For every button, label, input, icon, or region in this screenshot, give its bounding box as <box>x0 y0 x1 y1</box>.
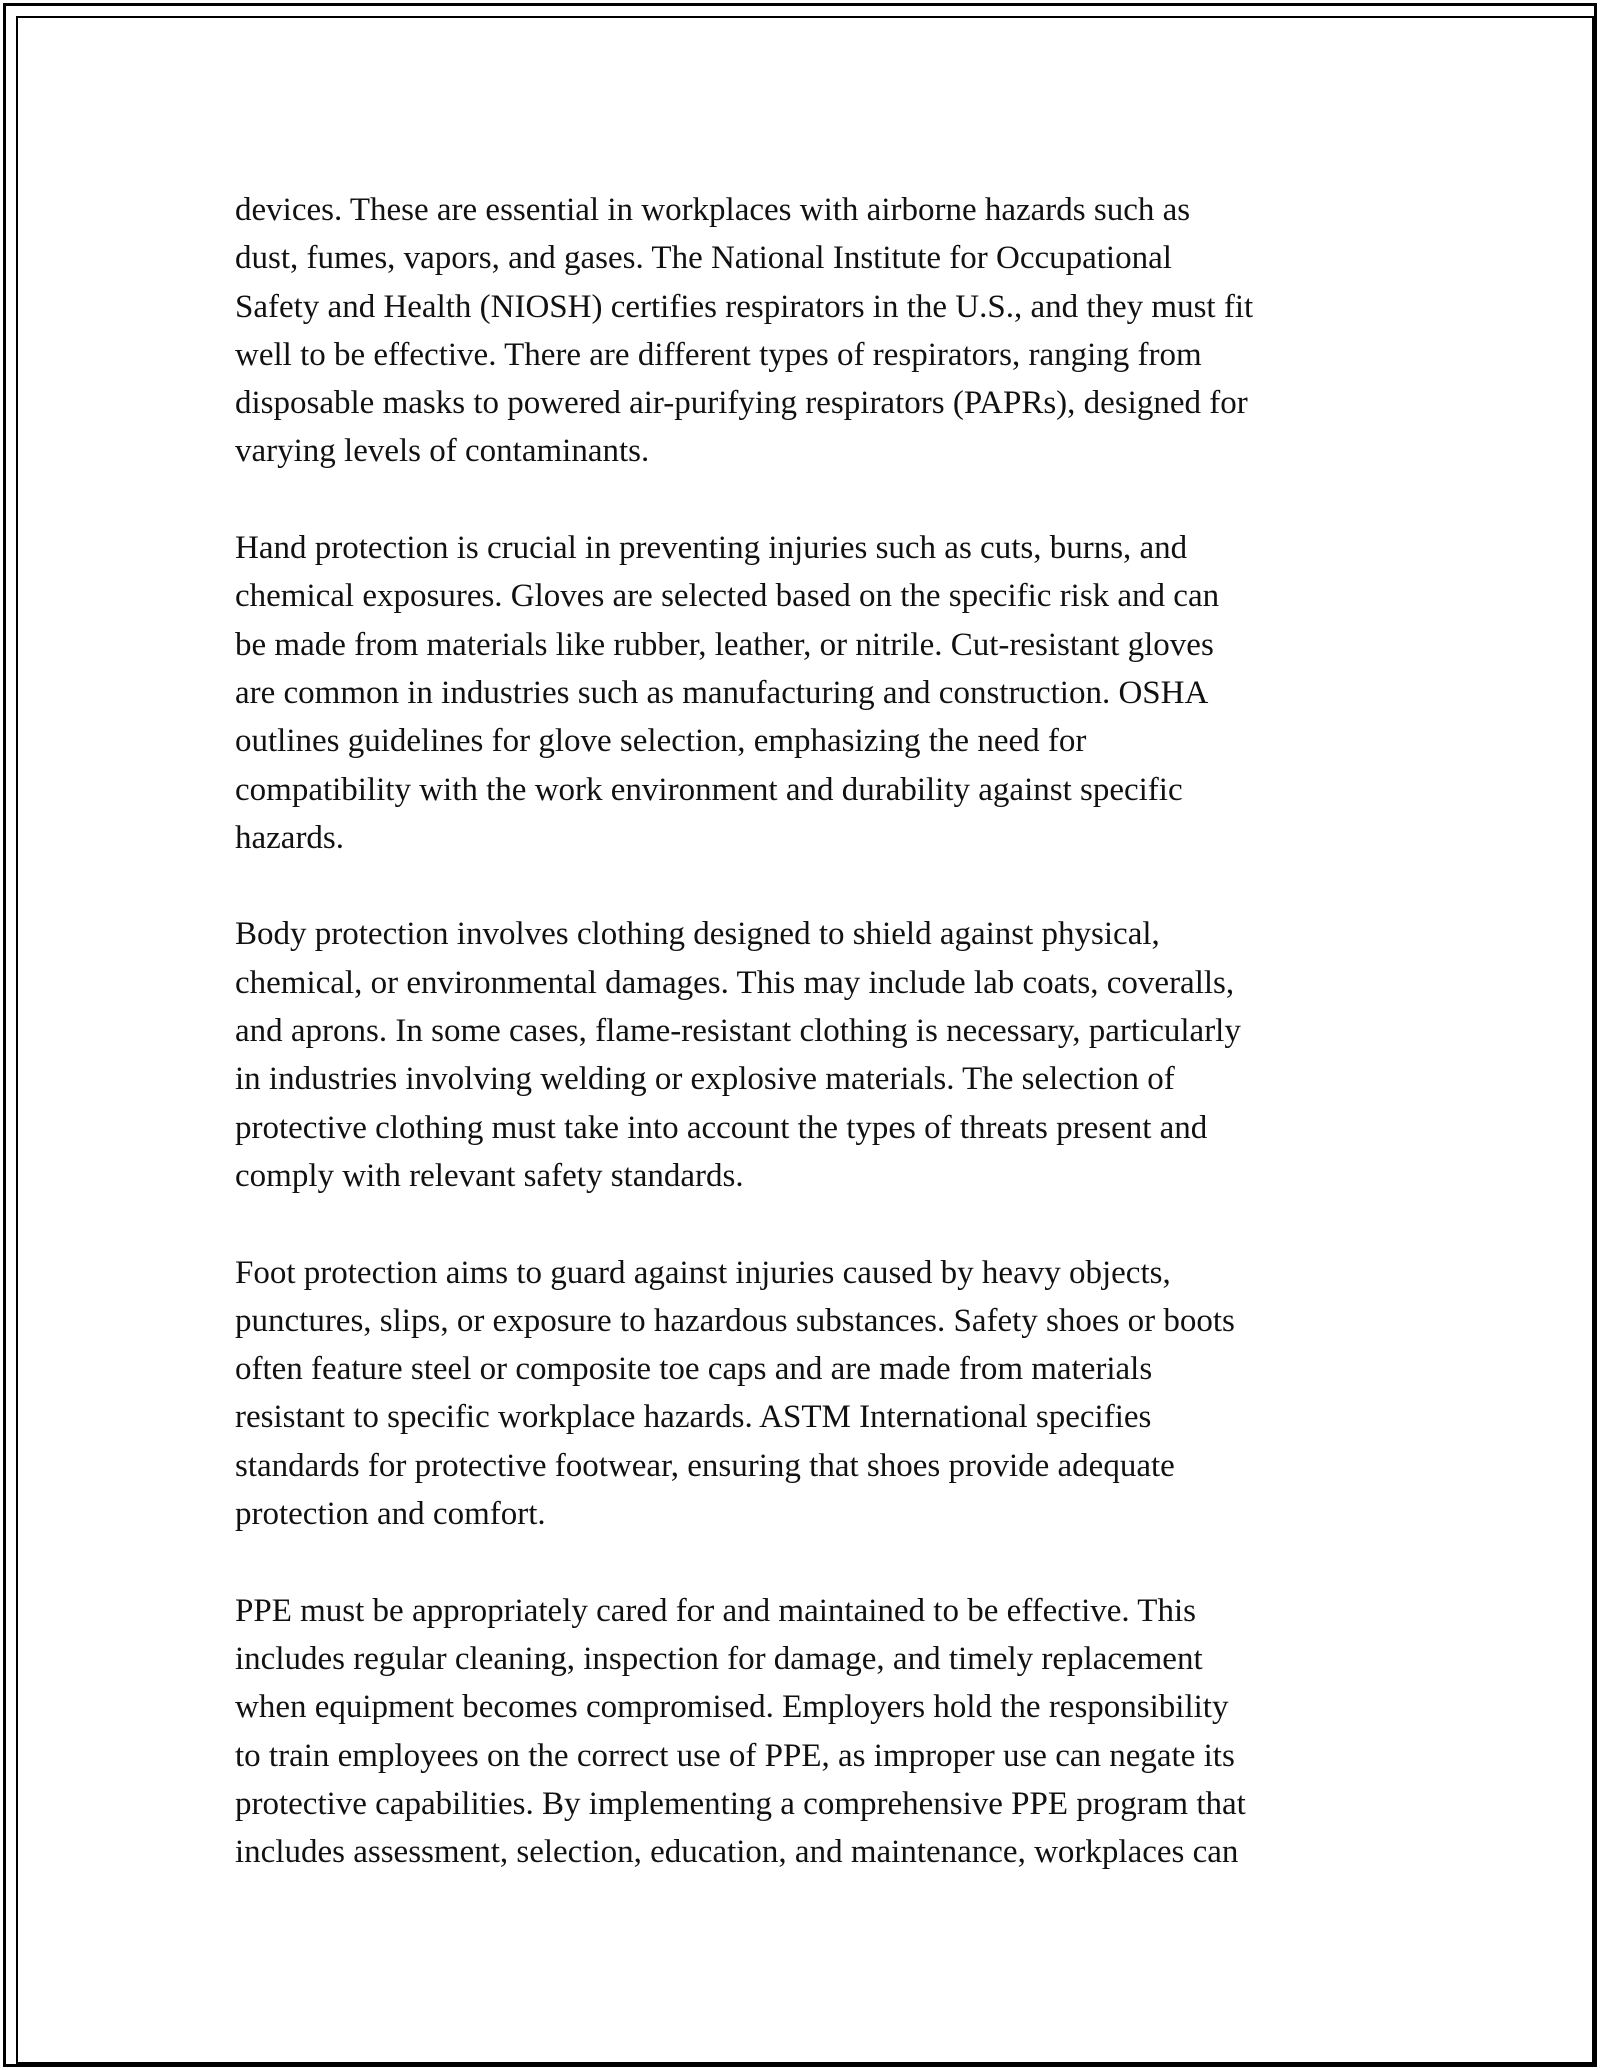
text-line: resistant to specific workplace hazards. ASTM International specifies <box>235 1399 1152 1436</box>
text-line: well to be effective. There are different types of respirators, ranging from <box>235 336 1202 373</box>
paragraph-body-protection <box>235 910 1375 1200</box>
text-line: in industries involving welding or explosive materials. The selection of <box>235 1061 1175 1098</box>
text-line: are common in industries such as manufacturing and construction. OSHA <box>235 674 1209 711</box>
text-line: dust, fumes, vapors, and gases. The National Institute for Occupational <box>235 240 1172 277</box>
text-line: includes assessment, selection, education, and maintenance, workplaces can <box>235 1834 1239 1871</box>
paragraph-hand-protection <box>235 524 1375 862</box>
text-line: punctures, slips, or exposure to hazardous substances. Safety shoes or boots <box>235 1302 1235 1339</box>
text-line: protective clothing must take into account the types of threats present and <box>235 1109 1208 1146</box>
text-line: Foot protection aims to guard against injuries caused by heavy objects, <box>235 1254 1171 1291</box>
text-line: to train employees on the correct use of PPE, as improper use can negate its <box>235 1737 1235 1774</box>
text-line: includes regular cleaning, inspection for damage, and timely replacement <box>235 1640 1203 1677</box>
text-line: outlines guidelines for glove selection, emphasizing the need for <box>235 723 1087 760</box>
text-line: chemical exposures. Gloves are selected based on the specific risk and can <box>235 578 1220 615</box>
text-line: when equipment becomes compromised. Employers hold the responsibility <box>235 1689 1229 1726</box>
paragraph-respirators <box>235 186 1375 476</box>
text-line: protective capabilities. By implementing a comprehensive PPE program that <box>235 1785 1246 1822</box>
text-line: comply with relevant safety standards. <box>235 1157 744 1194</box>
text-line: be made from materials like rubber, leather, or nitrile. Cut-resistant gloves <box>235 626 1214 663</box>
paragraph-foot-protection <box>235 1249 1375 1539</box>
text-line: Body protection involves clothing designed to shield against physical, <box>235 916 1160 953</box>
document-body <box>235 186 1375 1876</box>
text-line: hazards. <box>235 819 345 856</box>
text-line: disposable masks to powered air-purifying respirators (PAPRs), designed for <box>235 385 1248 422</box>
text-line: varying levels of contaminants. <box>235 433 650 470</box>
text-line: devices. These are essential in workplaces with airborne hazards such as <box>235 192 1191 228</box>
text-line: standards for protective footwear, ensuring that shoes provide adequate <box>235 1447 1175 1484</box>
text-line: Safety and Health (NIOSH) certifies respirators in the U.S., and they must fit <box>235 288 1254 325</box>
text-line: protection and comfort. <box>235 1496 546 1533</box>
text-line: Hand protection is crucial in preventing injuries such as cuts, burns, and <box>235 530 1188 567</box>
text-line: compatibility with the work environment and durability against specific <box>235 771 1183 808</box>
text-line: PPE must be appropriately cared for and maintained to be effective. This <box>235 1592 1196 1629</box>
text-line: chemical, or environmental damages. This may include lab coats, coveralls, <box>235 964 1235 1001</box>
text-line: often feature steel or composite toe caps and are made from materials <box>235 1351 1153 1388</box>
text-line: and aprons. In some cases, flame-resistant clothing is necessary, particularly <box>235 1013 1241 1050</box>
paragraph-ppe-maintenance <box>235 1587 1375 1877</box>
